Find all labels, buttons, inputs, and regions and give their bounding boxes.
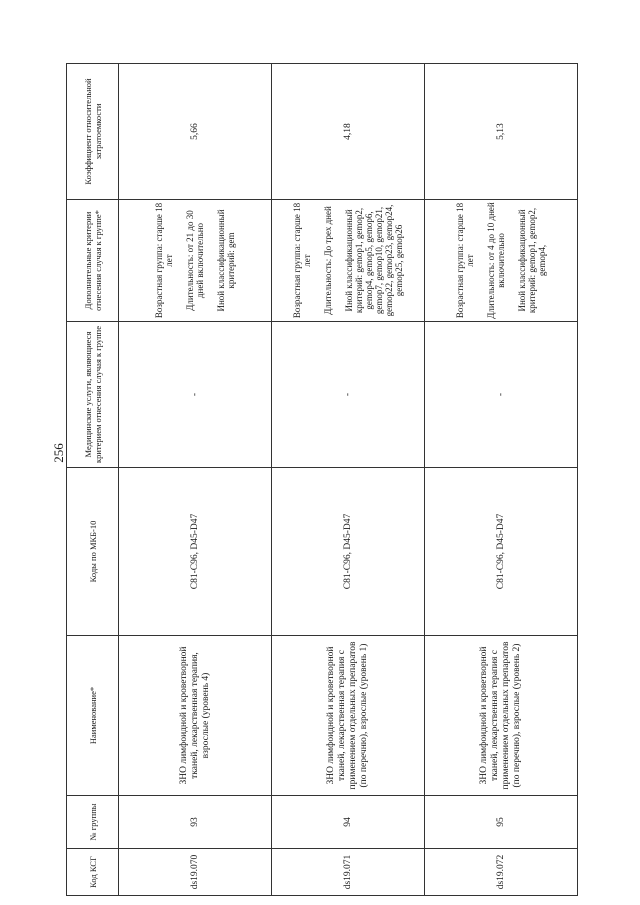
criteria-other: Иной классификационный критерий: gemop1, gemop2, gemop4, (517, 207, 547, 314)
header-row (67, 64, 119, 896)
table-row (272, 64, 425, 896)
table-row (425, 64, 578, 896)
cell-code: ds19.071 (272, 849, 425, 896)
cell-mkb-codes: C81-C96, D45-D47 (425, 468, 578, 636)
cell-coefficient: 4,18 (272, 64, 425, 200)
cell-criteria (272, 200, 425, 322)
criteria-other: Иной классификационный критерий: gemop1, gemop2, gemop4, gemop5, gemop6, gemop7, gemop10, gemop21, gemop22, gemop23, gemop24, gemop25, gemop26 (344, 204, 404, 317)
cell-name: ЗНО лимфоидной и кроветворной тканей, лекарственная терапия с применением отдельных препаратов (по перечню), взрослые (уровень 2) (425, 636, 578, 796)
criteria-duration: Длительность: от 4 до 10 дней включительно (486, 202, 506, 319)
header-services: Медицинские услуги, являющиеся критерием отнесения случая к группе (67, 322, 119, 468)
cell-coefficient: 5,66 (119, 64, 272, 200)
header-mkb-codes: Коды по МКБ-10 (67, 468, 119, 636)
criteria-age: Возрастная группа: старше 18 лет (455, 202, 475, 319)
cell-mkb-codes: C81-C96, D45-D47 (272, 468, 425, 636)
criteria-duration: Длительность: До трех дней (323, 206, 333, 315)
cell-group-number: 94 (272, 796, 425, 849)
header-code: Код КСГ (67, 849, 119, 896)
cell-criteria (119, 200, 272, 322)
cell-criteria (425, 200, 578, 322)
cell-services: - (272, 322, 425, 468)
criteria-age: Возрастная группа: старше 18 лет (154, 202, 174, 319)
cell-code: ds19.070 (119, 849, 272, 896)
rotated-table-container (66, 64, 560, 896)
ksg-table (66, 63, 578, 896)
cell-group-number: 93 (119, 796, 272, 849)
cell-services: - (119, 322, 272, 468)
cell-name: ЗНО лимфоидной и кроветворной тканей, лекарственная терапия, взрослые (уровень 4) (119, 636, 272, 796)
page-number: 256 (51, 443, 66, 463)
criteria-age: Возрастная группа: старше 18 лет (292, 202, 312, 319)
cell-group-number: 95 (425, 796, 578, 849)
criteria-duration: Длительность: от 21 до 30 дней включительно (185, 210, 205, 311)
cell-name: ЗНО лимфоидной и кроветворной тканей, лекарственная терапия с применением отдельных препаратов (по перечню), взрослые (уровень 1) (272, 636, 425, 796)
header-criteria: Дополнительные критерии отнесения случая к группе* (67, 200, 119, 322)
header-coefficient: Коэффициент относительной затратоемкости (67, 64, 119, 200)
header-group-number: № группы (67, 796, 119, 849)
table-row (119, 64, 272, 896)
criteria-other: Иной классификационный критерий: gem (216, 209, 236, 312)
cell-mkb-codes: C81-C96, D45-D47 (119, 468, 272, 636)
cell-services: - (425, 322, 578, 468)
cell-coefficient: 5,13 (425, 64, 578, 200)
header-name: Наименование* (67, 636, 119, 796)
cell-code: ds19.072 (425, 849, 578, 896)
